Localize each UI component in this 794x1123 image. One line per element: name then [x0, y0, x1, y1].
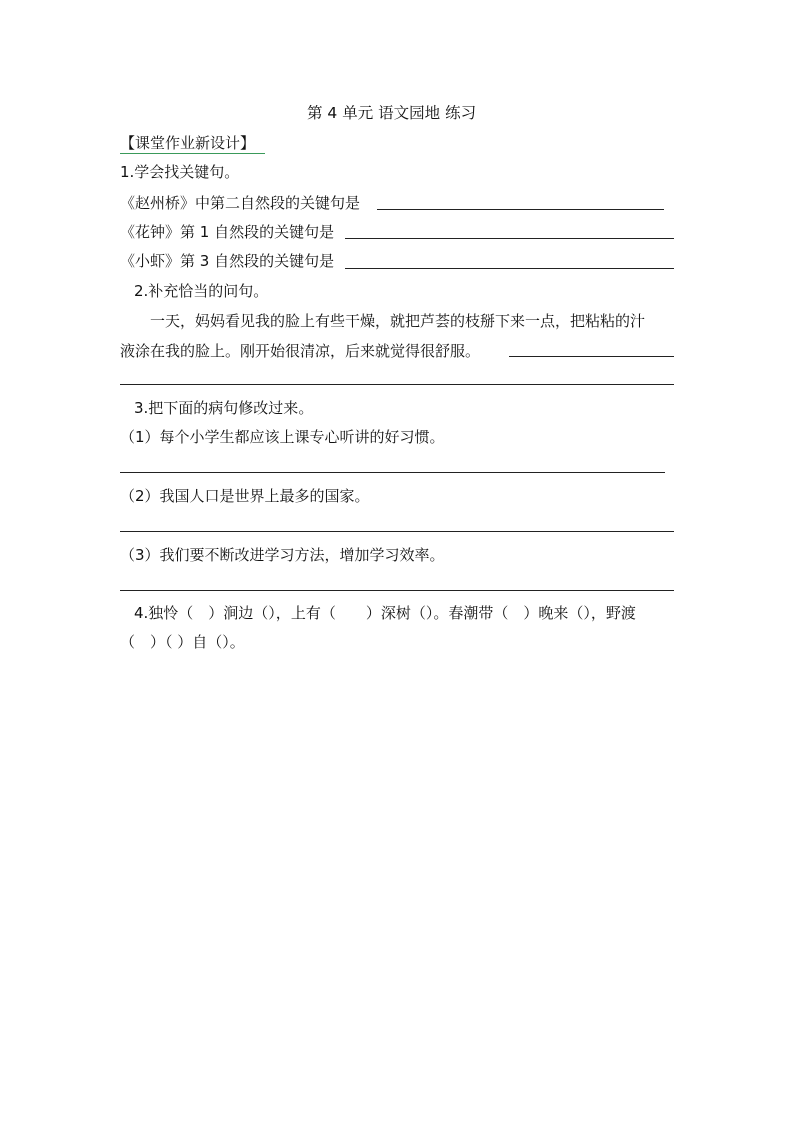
q1-line2-answer-blank[interactable]	[345, 238, 674, 239]
q3-item1: （1）每个小学生都应该上课专心听讲的好习惯。	[120, 428, 445, 446]
q3-item3-answer-line[interactable]	[120, 590, 674, 591]
q3-item1-answer-line[interactable]	[120, 472, 665, 473]
q3-item2: （2）我国人口是世界上最多的国家。	[120, 487, 370, 505]
q1-line3-answer-blank[interactable]	[345, 268, 674, 269]
section-header: 【课堂作业新设计】	[120, 134, 256, 152]
q2-paragraph-line2: 液涂在我的脸上。刚开始很清凉，后来就觉得很舒服。	[120, 342, 481, 360]
page-title: 第 4 单元 语文园地 练习	[307, 104, 477, 122]
q2-heading: 2.补充恰当的问句。	[134, 282, 269, 300]
section-header-underline	[120, 153, 265, 154]
q2-paragraph-line1: 一天，妈妈看见我的脸上有些干燥，就把芦荟的枝掰下来一点，把粘粘的汁	[150, 312, 646, 330]
q4-line1: 4.独怜（ ）涧边（），上有（ ）深树（）。春潮带（ ）晚来（），野渡	[134, 604, 636, 622]
q1-line2-label: 《花钟》第 1 自然段的关键句是	[120, 223, 335, 241]
q1-line3-label: 《小虾》第 3 自然段的关键句是	[120, 252, 335, 270]
q1-line1-answer-blank[interactable]	[377, 209, 664, 210]
q3-heading: 3.把下面的病句修改过来。	[134, 399, 314, 417]
q1-line1-label: 《赵州桥》中第二自然段的关键句是	[120, 194, 361, 212]
q2-answer-blank-inline[interactable]	[509, 356, 674, 357]
q2-answer-line[interactable]	[120, 384, 674, 385]
q3-item2-answer-line[interactable]	[120, 531, 674, 532]
q1-heading: 1.学会找关键句。	[120, 163, 240, 181]
q3-item3: （3）我们要不断改进学习方法，增加学习效率。	[120, 546, 445, 564]
q4-line2: （ ）（ ）自（）。	[120, 633, 245, 651]
